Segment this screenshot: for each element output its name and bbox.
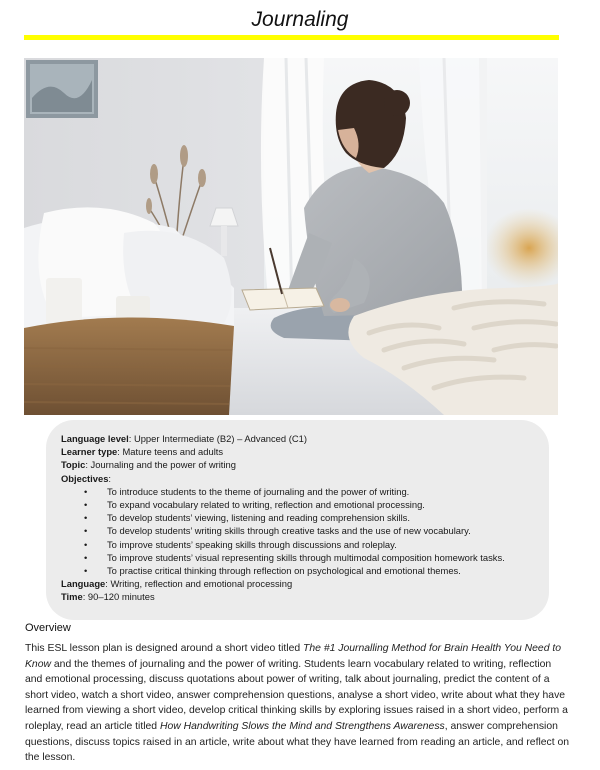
objective-item: • To improve students’ speaking skills through discussions and roleplay.	[107, 538, 535, 551]
learner-type-label: Learner type	[61, 446, 118, 458]
topic-value: : Journaling and the power of writing	[85, 459, 236, 471]
overview-text-part-2: and the themes of journaling and the power of writing. Students learn vocabulary related to writing, reflection and emotional processing, discuss quotations about power of writing, talk about journaling, predict the content of a short video, watch a short video, answer comprehension questions, analyse a short video, write about what they have learned from viewing a short video, develop critical thinking skills by exploring issues raised in a short video, perform a roleplay, read an article titled	[25, 658, 568, 732]
objectives-colon: :	[108, 472, 112, 484]
overview-paragraph	[25, 641, 570, 766]
time-value: : 90–120 minutes	[82, 591, 155, 603]
time-row	[61, 590, 535, 603]
page-title: Journaling	[251, 8, 349, 31]
overview-text-part-3: , answer comprehension questions, discuss topics raised in an article, write about what they have learned from reading an article, and reflect on the lesson.	[25, 720, 570, 764]
overview-text-part-1: This ESL lesson plan is designed around a short video titled	[25, 643, 304, 654]
objectives-label: Objectives	[61, 472, 109, 484]
lesson-info-box	[46, 420, 549, 620]
article-title: How Handwriting Slows the Mind and Strengthens Awareness	[159, 720, 445, 732]
language-level-value: : Upper Intermediate (B2) – Advanced (C1)	[128, 433, 307, 444]
learner-type-row	[61, 445, 535, 458]
woman-journaling-illustration	[24, 58, 558, 415]
objective-item: • To introduce students to the theme of journaling and the power of writing.	[107, 485, 535, 498]
language-level-row	[61, 432, 535, 445]
yellow-divider	[24, 35, 559, 40]
objective-item: • To develop students’ writing skills through creative tasks and the use of new vocabulary.	[107, 524, 535, 537]
overview-heading: Overview	[25, 622, 71, 634]
hero-photo	[24, 58, 558, 415]
objective-item: • To improve students’ visual representing skills through multimodal composition homework tasks.	[107, 551, 535, 564]
objective-item: • To develop students’ viewing, listening and reading comprehension skills.	[107, 511, 535, 524]
time-label: Time	[61, 591, 83, 603]
language-label: Language	[61, 578, 106, 590]
language-level-label: Language level	[61, 433, 129, 444]
objectives-list	[61, 485, 535, 577]
learner-type-value: : Mature teens and adults	[117, 446, 224, 458]
objectives-row	[61, 472, 535, 485]
topic-label: Topic	[61, 459, 86, 471]
objective-item: • To expand vocabulary related to writing, reflection and emotional processing.	[107, 498, 535, 511]
video-title: The #1 Journalling Method for Brain Health You Need to Know	[25, 643, 562, 670]
topic-row	[61, 458, 535, 471]
objective-item: • To practise critical thinking through reflection on psychological and emotional themes.	[107, 564, 535, 577]
language-value: : Writing, reflection and emotional processing	[105, 578, 293, 590]
language-row	[61, 577, 535, 590]
